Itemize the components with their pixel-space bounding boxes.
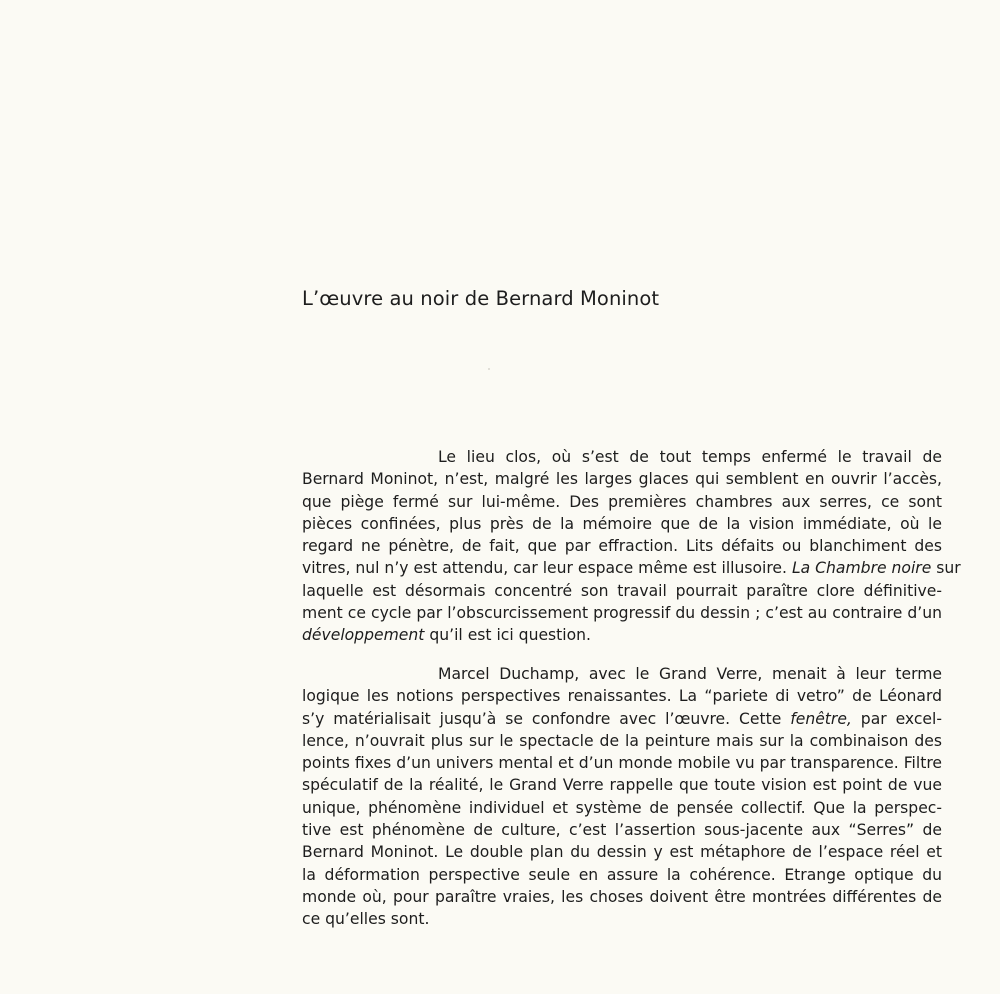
italic-title: La Chambre noire [791, 559, 932, 578]
paragraph-line: points fixes d’un univers mental et d’un monde mobile vu par transparence. Filtre [302, 754, 942, 773]
paragraph-2 [302, 663, 942, 931]
paragraph-line: lence, n’ouvrait plus sur le spectacle de la peinture mais sur la combinaison des [302, 731, 942, 750]
paragraph-line: la déformation perspective seule en assure la cohérence. Etrange optique du [302, 865, 942, 884]
paragraph-line: pièces confinées, plus près de la mémoire que de la vision immédiate, où le [302, 514, 942, 533]
paragraph-line: Le lieu clos, où s’est de tout temps enfermé le travail de [438, 448, 942, 466]
paragraph-line: ce qu’elles sont. [302, 910, 430, 929]
paragraph-line: monde où, pour paraître vraies, les choses doivent être montrées différentes de [302, 887, 942, 906]
paragraph-line: s’y matérialisait jusqu’à se confondre avec l’œuvre. Cette fenêtre, par excel- [302, 709, 942, 728]
paragraph-line: logique les notions perspectives renaissantes. La “pariete di vetro” de Léonard [302, 687, 942, 706]
page-title: L’œuvre au noir de Bernard Moninot [302, 287, 660, 310]
paragraph-line: Bernard Moninot, n’est, malgré les larges glaces qui semblent en ouvrir l’accès, [302, 470, 942, 489]
paragraph-line: que piège fermé sur lui-même. Des premières chambres aux serres, ce sont [302, 492, 942, 511]
paragraph-line: unique, phénomène individuel et système de pensée collectif. Que la perspec- [302, 798, 942, 817]
italic-word: développement [302, 626, 425, 645]
paragraph-line: vitres, nul n’y est attendu, car leur espace même est illusoire. La Chambre noire sur [302, 559, 961, 578]
paragraph-line: spéculatif de la réalité, le Grand Verre rappelle que toute vision est point de vue [302, 776, 942, 795]
paragraph-line: tive est phénomène de culture, c’est l’assertion sous-jacente aux “Serres” de [302, 821, 942, 840]
paragraph-line: ment ce cycle par l’obscurcissement progressif du dessin ; c’est au contraire d’un [302, 604, 942, 623]
paragraph-line: Marcel Duchamp, avec le Grand Verre, menait à leur terme [438, 665, 942, 683]
italic-word: fenêtre, [790, 709, 852, 728]
paragraph-line: développement qu’il est ici question. [302, 626, 591, 645]
paragraph-1 [302, 446, 961, 647]
paper-speck [488, 368, 490, 370]
paragraph-line: Bernard Moninot. Le double plan du dessin y est métaphore de l’espace réel et [302, 843, 942, 862]
paragraph-line: laquelle est désormais concentré son travail pourrait paraître clore définitive- [302, 581, 942, 600]
paragraph-line: regard ne pénètre, de fait, que par effraction. Lits défaits ou blanchiment des [302, 537, 942, 556]
